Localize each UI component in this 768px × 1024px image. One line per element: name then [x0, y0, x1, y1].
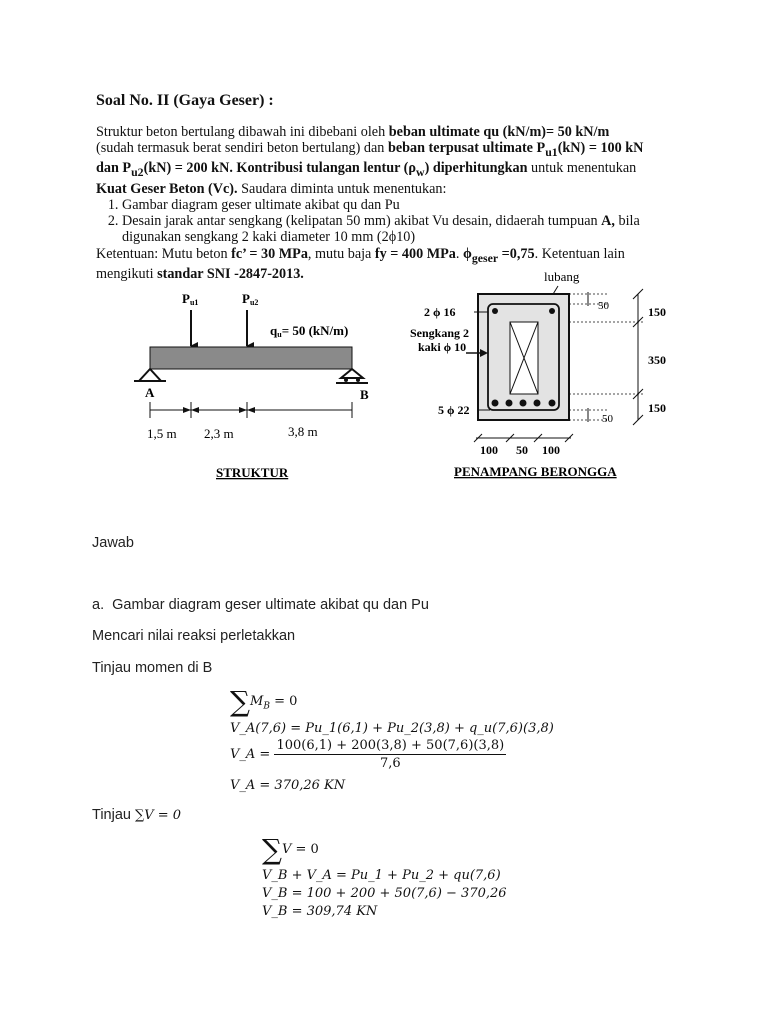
equation-sum-mb: $\sum M_B = 0$ — [230, 685, 298, 718]
lubang-label: lubang — [544, 269, 580, 284]
intro-bold: (kN) = 200 kN. Kontribusi tulangan lentur (ρ — [143, 160, 417, 177]
structure-diagram — [120, 280, 380, 485]
equation-vb-sub: V_B = 100 + 200 + 50(7,6) − 370,26 — [262, 886, 507, 901]
fraction: $\frac{100(6,1) + 200(3,8) + 50(7,6)(3,8)}{7,6}$ — [276, 738, 505, 771]
intro-sub: u2 — [131, 165, 144, 180]
task-item — [122, 197, 648, 213]
section-caption: PENAMPANG BERONGGA — [454, 464, 617, 479]
dim-label: 3,8 m — [288, 424, 318, 439]
intro-sub: u1 — [545, 145, 558, 160]
equation-va-result: V_A = 370,26 KN — [230, 778, 346, 793]
sigma-symbol: ∑ — [230, 685, 250, 718]
problem-title: Soal No. II (Gaya Geser) : — [96, 92, 274, 109]
prov-sub: geser — [471, 250, 499, 265]
support-b-label: B — [360, 387, 369, 402]
bottom-bar — [506, 400, 513, 407]
dim-label: 2,3 m — [204, 426, 234, 441]
problem-intro — [96, 124, 648, 197]
list-marker: a. — [92, 597, 105, 613]
equation-vb-result: V_B = 309,74 KN — [262, 904, 378, 919]
task-item — [122, 213, 648, 246]
height-label: 150 — [648, 305, 666, 319]
equation-sum-v: ∑V = 0 — [262, 833, 319, 866]
qu-label: qu= 50 (kN/m) — [270, 323, 349, 339]
intro-bold: Kuat Geser Beton (Vc). — [96, 180, 238, 197]
tinjau-v-text: Tinjau ∑V = 0 — [92, 807, 182, 823]
height-label: 150 — [648, 401, 666, 415]
width-label: 100 — [542, 443, 560, 457]
reaction-text: Mencari nilai reaksi perletakkan — [92, 628, 296, 644]
task-text: bila digunakan sengkang 2 kaki diameter 10 mm (2ϕ10) — [122, 213, 640, 246]
width-label: 100 — [480, 443, 498, 457]
pu1-label: Pu1 — [182, 291, 199, 307]
prov-text: . — [455, 245, 463, 262]
equation-vb-va: V_B + V_A = Pu_1 + Pu_2 + qu(7,6) — [262, 868, 501, 883]
bottom-bar — [534, 400, 541, 407]
stirrup-label: kaki ϕ 10 — [418, 340, 467, 354]
part-a-text: Gambar diagram geser ultimate akibat qu dan Pu — [112, 597, 429, 613]
prov-text: Ketentuan: Mutu beton — [96, 245, 232, 262]
support-a-label: A — [145, 385, 155, 400]
prov-bold: ϕ — [462, 245, 472, 262]
task-list — [96, 197, 648, 246]
support-a-icon — [139, 369, 161, 381]
top-bar — [549, 308, 555, 314]
cover-label: 50 — [598, 300, 609, 312]
support-b-icon — [341, 369, 363, 378]
bottom-bar — [492, 400, 499, 407]
section-diagram — [408, 264, 680, 486]
intro-text: (sudah termasuk berat sendiri beton bertulang) dan — [96, 140, 388, 157]
bottom-bar — [520, 400, 527, 407]
prov-bold: =0,75 — [498, 245, 535, 262]
intro-text: Saudara diminta untuk menentukan: — [237, 180, 447, 197]
intro-sub: w — [416, 165, 425, 180]
height-label: 350 — [648, 353, 666, 367]
beam — [150, 347, 352, 369]
intro-bold: beban ultimate qu (kN/m)= 50 kN/m — [388, 124, 610, 140]
cover-label: 50 — [602, 413, 613, 425]
bottom-bars-label: 5 ϕ 22 — [438, 403, 470, 417]
task-text: Gambar diagram geser ultimate akibat qu dan Pu — [122, 196, 400, 213]
moment-b-text: Tinjau momen di B — [92, 660, 213, 676]
intro-bold: ) diperhitungkan — [424, 160, 528, 177]
problem-statement — [96, 124, 648, 282]
intro-bold: (kN) = 100 kN dan P — [96, 140, 644, 177]
intro-text: untuk menentukan — [527, 160, 637, 177]
prov-text: . Ketentuan lain mengikuti — [96, 245, 625, 282]
roller-icon — [344, 378, 348, 382]
roller-icon — [356, 378, 360, 382]
equation-va-fraction: V_A = $\frac{100(6,1) + 200(3,8) + 50(7,6)(3,8)}{7,6}$ — [230, 738, 505, 771]
sigma-symbol: ∑ — [262, 833, 282, 866]
prov-bold: fc’ = 30 MPa — [231, 245, 308, 262]
stirrup-label: Sengkang 2 — [410, 326, 470, 340]
task-text: Desain jarak antar sengkang (kelipatan 50 mm) akibat Vu desain, didaerah tumpuan — [122, 213, 602, 230]
prov-text: , mutu baja — [307, 245, 375, 262]
dim-label: 1,5 m — [147, 426, 177, 441]
intro-text: Struktur beton bertulang dibawah ini dibebani oleh — [96, 124, 389, 140]
prov-bold: fy = 400 MPa — [374, 245, 456, 262]
pu2-label: Pu2 — [242, 291, 259, 307]
prov-bold: standar SNI -2847-2013. — [157, 265, 304, 282]
top-bar — [492, 308, 498, 314]
bottom-bar — [549, 400, 556, 407]
top-bars-label: 2 ϕ 16 — [424, 305, 456, 319]
answer-heading: Jawab — [92, 535, 134, 551]
intro-bold: beban terpusat ultimate P — [387, 140, 546, 157]
equation-va-moment: V_A(7,6) = Pu_1(6,1) + Pu_2(3,8) + q_u(7,6)(3,8) — [230, 721, 554, 736]
structure-caption: STRUKTUR — [216, 465, 289, 480]
width-label: 50 — [516, 443, 528, 457]
part-a — [92, 597, 429, 613]
task-bold: A, — [601, 213, 615, 230]
